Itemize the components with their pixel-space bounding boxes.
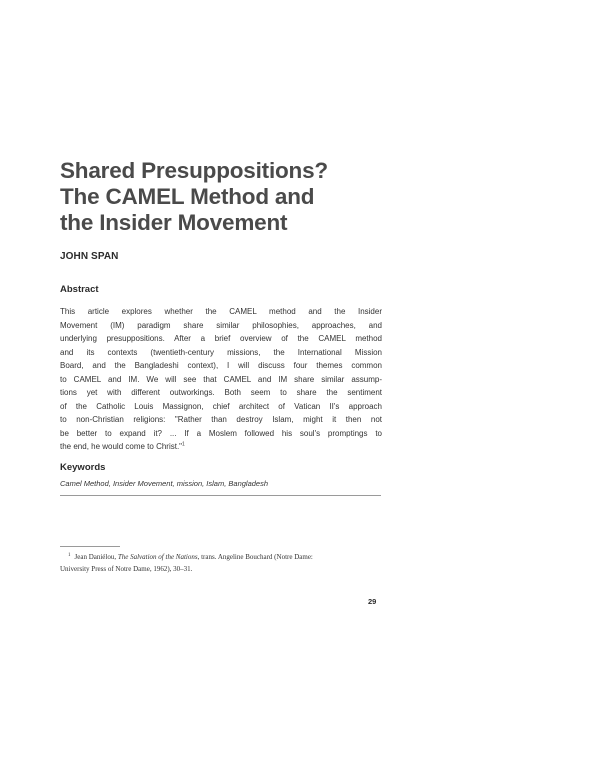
abstract-line: tions yet with different outworkings. Both seem to share the sentiment — [60, 388, 382, 397]
abstract-body — [60, 305, 382, 454]
abstract-line: underlying presuppositions. After a brief overview of the CAMEL method — [60, 334, 382, 343]
page-number: 29 — [368, 597, 377, 606]
title-line-3: the Insider Movement — [60, 210, 288, 235]
footnote-author: Jean Daniélou, — [74, 553, 117, 561]
abstract-line: to non-Christian religions: "Rather than destroy Islam, might it then not — [60, 415, 382, 424]
abstract-line: to CAMEL and IM. We will see that CAMEL and IM share similar assump- — [60, 374, 382, 384]
abstract-line: the end, he would come to Christ." — [60, 442, 183, 451]
title-line-1: Shared Presuppositions? — [60, 158, 328, 183]
footnote-publication: , trans. Angeline Bouchard (Notre Dame: — [197, 553, 313, 561]
author-name: JOHN SPAN — [60, 251, 119, 262]
abstract-line: Movement (IM) paradigm share similar philosophies, approaches, and — [60, 320, 382, 330]
footnote-rule — [60, 546, 120, 547]
abstract-line: and its contexts (twentieth-century missions, the International Mission — [60, 347, 382, 357]
abstract-line: be better to expand it? ... If a Moslem followed his soul's promptings to — [60, 428, 382, 438]
keywords-heading: Keywords — [60, 462, 106, 473]
article-title — [60, 158, 400, 236]
abstract-line: This article explores whether the CAMEL method and the Insider — [60, 307, 382, 316]
abstract-line-last — [60, 440, 382, 454]
footnote-reference[interactable]: 1 — [182, 441, 185, 448]
footnote — [60, 552, 382, 575]
footnote-line-1 — [60, 552, 382, 564]
keywords-list: Camel Method, Insider Movement, mission, Islam, Bangladesh — [60, 479, 269, 488]
footnote-line-2: University Press of Notre Dame, 1962), 30–31. — [60, 564, 193, 573]
footnote-book-title: The Salvation of the Nations — [117, 553, 198, 561]
title-line-2: The CAMEL Method and — [60, 184, 315, 209]
section-divider — [60, 495, 381, 496]
abstract-line: Board, and the Bangladeshi context), I will discuss four themes common — [60, 361, 382, 370]
abstract-line: of the Catholic Louis Massignon, chief architect of Vatican II's approach — [60, 401, 382, 411]
abstract-heading: Abstract — [60, 284, 99, 295]
footnote-number: 1 — [68, 552, 71, 558]
